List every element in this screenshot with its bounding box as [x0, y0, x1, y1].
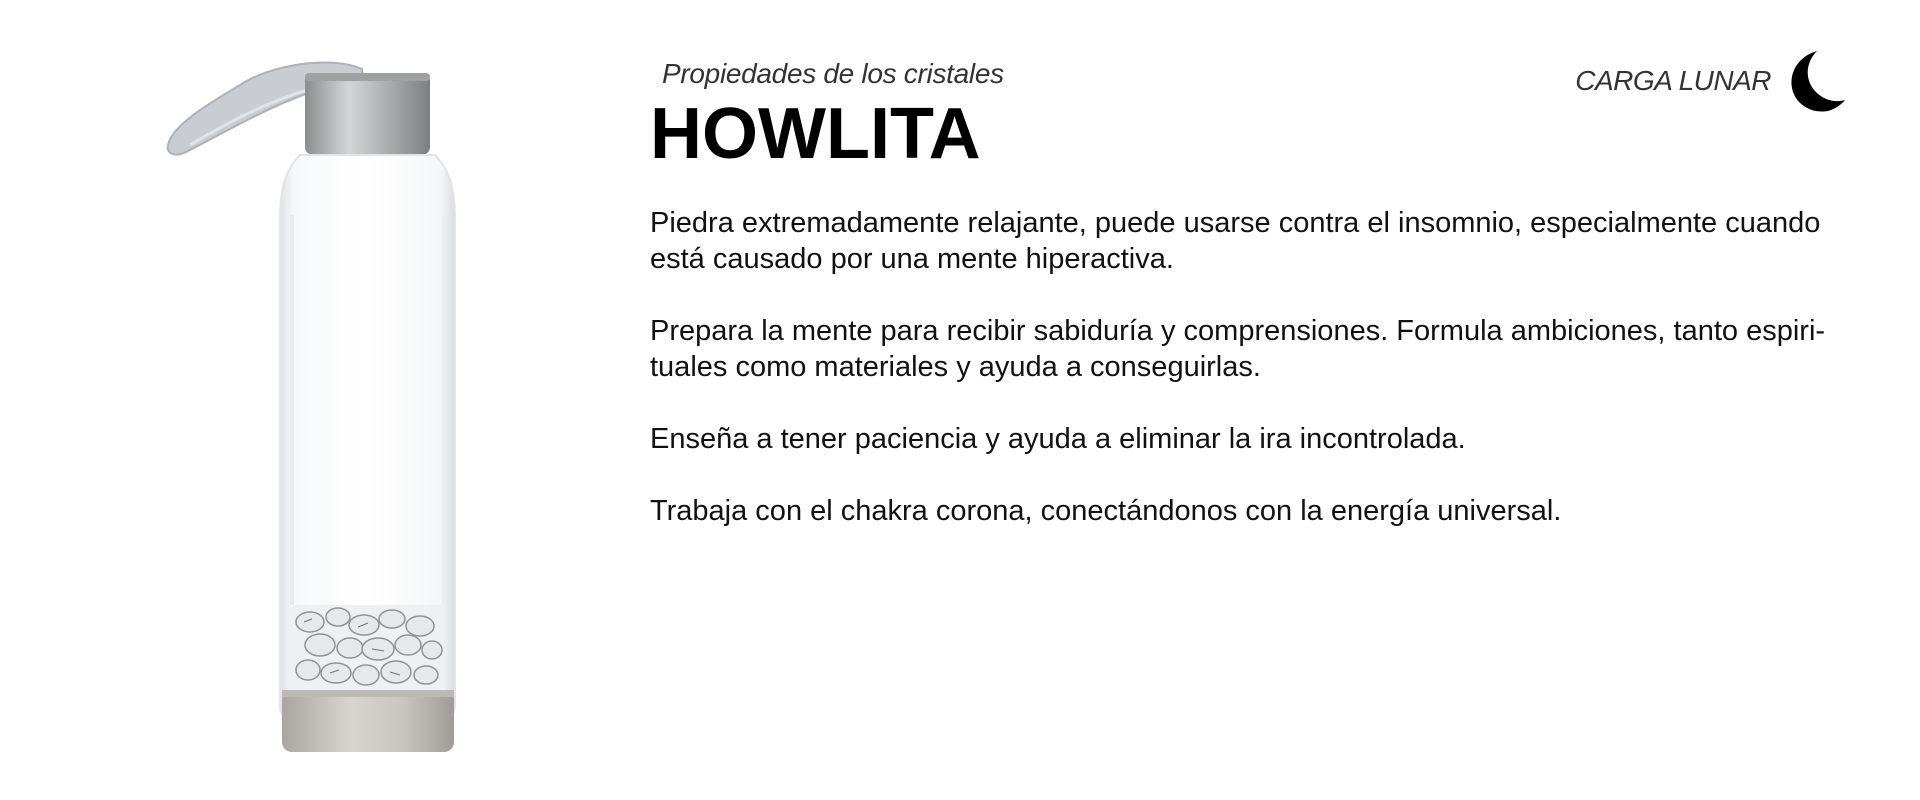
- bottle-base: [282, 690, 454, 752]
- paragraph-line: Prepara la mente para recibir sabiduría y comprensiones. Formula ambiciones, tanto espiri-: [650, 315, 1826, 347]
- paragraph-line: Trabaja con el chakra corona, conectándonos con la energía universal.: [650, 495, 1562, 527]
- lunar-charge-badge: [1575, 48, 1847, 114]
- description: [650, 205, 1850, 565]
- badge-label: CARGA LUNAR: [1575, 65, 1771, 96]
- page-title: HOWLITA: [650, 94, 981, 174]
- paragraph-line: Enseña a tener paciencia y ayuda a eliminar la ira incontrolada.: [650, 423, 1466, 455]
- paragraph-1: [650, 205, 1850, 277]
- paragraph-line: tuales como materiales y ayuda a conseguirlas.: [650, 351, 1261, 383]
- paragraph-4: [650, 493, 1850, 529]
- crystal-water-bottle-icon: [150, 45, 500, 755]
- paragraph-2: [650, 313, 1850, 385]
- page-subtitle: Propiedades de los cristales: [662, 58, 1004, 89]
- paragraph-line: Piedra extremadamente relajante, puede usarse contra el insomnio, especialmente cuando: [650, 207, 1821, 239]
- bottle-cap: [305, 73, 430, 155]
- paragraph-3: [650, 421, 1850, 457]
- moon-icon: [1783, 48, 1847, 114]
- product-image: [150, 45, 500, 755]
- paragraph-line: está causado por una mente hiperactiva.: [650, 243, 1174, 275]
